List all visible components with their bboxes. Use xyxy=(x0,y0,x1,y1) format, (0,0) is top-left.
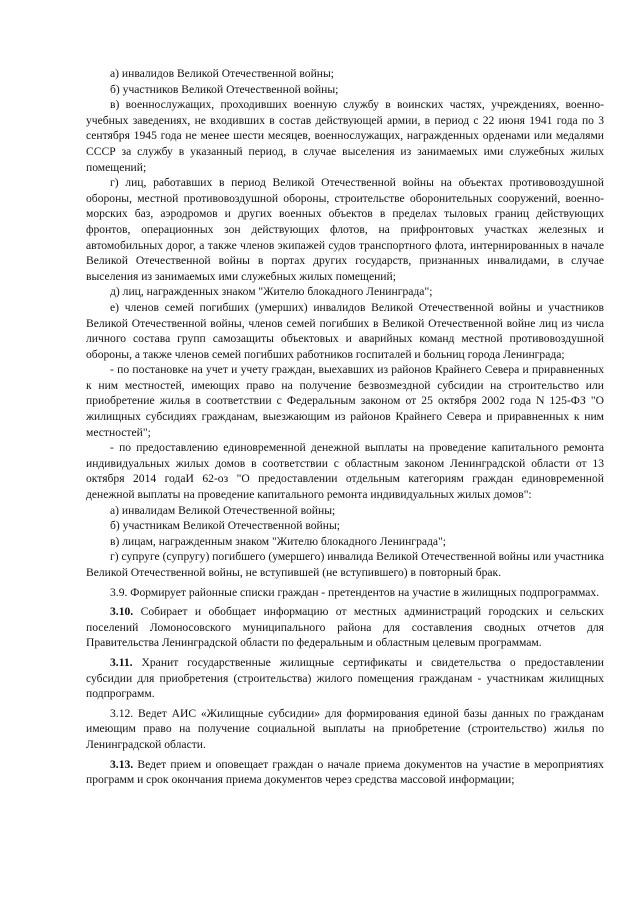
clause-3-9 xyxy=(86,585,604,601)
clause-3-12 xyxy=(86,706,604,753)
sublist-item-b: б) участникам Великой Отечественной войны; xyxy=(110,519,340,533)
clause-3-13 xyxy=(86,757,604,788)
paragraph-repair-payment: - по предоставлению единовременной денежной выплаты на проведение капитального ремонта индивидуальных жилых домов в соответствии с областным законом Ленинградской области от 13 октября 2014 годаИ 62-оз "О предоставлении отдельным категориям граждан единовременной денежной выплаты на проведение капитального ремонта индивидуальных жилых домов": xyxy=(86,441,604,502)
paragraph-north-regions: - по постановке на учет и учету граждан, выехавших из районов Крайнего Севера и приравненных к ним местностей, имеющих право на получение безвозмездной субсидии на строительство или приобретение жилья в соответствии с Федеральным законом от 25 октября 2002 года N 125-ФЗ "О жилищных субсидиях гражданам, выезжающим из районов Крайнего Севера и приравненных к ним местностей"; xyxy=(86,363,604,439)
clause-text: Хранит государственные жилищные сертификаты и свидетельства о предоставлении субсидии для приобретения (строительства) жилого помещения гражданам - участникам жилищных подпрограмм. xyxy=(86,655,604,701)
list-item-g: г) лиц, работавших в период Великой Отечественной войны на объектах противовоздушной обороны, местной противовоздушной обороны, строительстве оборонительных сооружений, военно-морских баз, аэродромов и других военных объектов в пределах тыловых границ действующих фронтов, операционных зон действующих флотов, на прифронтовых участках железных и автомобильных дорог, а также членов экипажей судов транспортного флота, интернированных в начале Великой Отечественной войны в портах других государств, признанных инвалидами, в случае выселения из занимаемых ими служебных жилых помещений; xyxy=(86,176,604,283)
list-item-e: е) членов семей погибших (умерших) инвалидов Великой Отечественной войны и участников Великой Отечественной войны, членов семей погибших в Великой Отечественной войне лиц из числа личного состава групп самозащиты объектовых и аварийных команд местной противовоздушной обороны, а также членов семей погибших работников госпиталей и больниц города Ленинграда; xyxy=(86,300,604,361)
clause-text: Ведет АИС «Жилищные субсидии» для формирования единой базы данных по гражданам имеющим право на получение социальной выплаты на приобретение (строительство) жилья по Ленинградской области. xyxy=(86,706,604,751)
list-item-v: в) военнослужащих, проходивших военную службу в воинских частях, учреждениях, военно-учебных заведениях, не входивших в состав действующей армии, в период с 22 июня 1941 года по 3 сентября 1945 года не менее шести месяцев, военнослужащих, награжденных орденами или медалями СССР за службу в указанный период, в случае выселения из занимаемых ими служебных жилых помещений; xyxy=(86,98,604,174)
clause-number: 3.9. xyxy=(110,585,128,599)
clause-text: Ведет прием и оповещает граждан о начале приема документов на участие в мероприятиях программ и срок окончания приема документов через средства массовой информации; xyxy=(86,757,604,787)
sublist-item-g: г) супруге (супругу) погибшего (умершего) инвалида Великой Отечественной войны или участника Великой Отечественной войны, не вступившей (не вступившего) в повторный брак. xyxy=(86,550,604,579)
clause-3-11 xyxy=(86,655,604,702)
clause-text: Собирает и обобщает информацию от местных администраций городских и сельских поселений Ломоносовского муниципального района для составления сводных отчетов для Правительства Ленинградской области по федеральным и областным целевым программам. xyxy=(86,605,605,650)
document-page xyxy=(86,66,604,788)
clause-number: 3.11. xyxy=(110,655,133,669)
clause-number: 3.12. xyxy=(110,706,134,720)
list-item-d: д) лиц, награжденных знаком "Жителю блокадного Ленинграда"; xyxy=(110,285,433,299)
list-item-a: а) инвалидов Великой Отечественной войны; xyxy=(110,67,335,80)
sublist-item-a: а) инвалидам Великой Отечественной войны; xyxy=(110,503,336,517)
sublist-item-v: в) лицам, награжденным знаком "Жителю блокадного Ленинграда"; xyxy=(110,534,447,548)
clause-number: 3.10. xyxy=(110,605,134,619)
clause-number: 3.13. xyxy=(110,757,134,771)
list-item-b: б) участников Великой Отечественной войны; xyxy=(110,82,339,96)
clause-text: Формирует районные списки граждан - претендентов на участие в жилищных подпрограммах. xyxy=(130,585,600,599)
clause-3-10 xyxy=(86,604,604,651)
